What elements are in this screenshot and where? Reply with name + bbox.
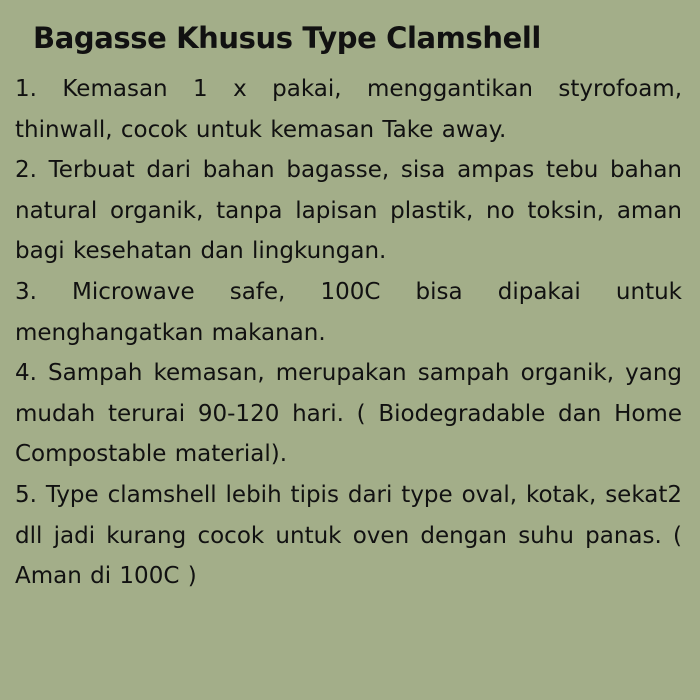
feature-item-3: 3. Microwave safe, 100C bisa dipakai untuk menghangatkan makanan. xyxy=(15,278,682,346)
product-title: Bagasse Khusus Type Clamshell xyxy=(33,21,541,55)
feature-item-2: 2. Terbuat dari bahan bagasse, sisa ampas tebu bahan natural organik, tanpa lapisan plastik, no toksin, aman bagi kesehatan dan lingkungan. xyxy=(15,157,682,265)
feature-item-4: 4. Sampah kemasan, merupakan sampah organik, yang mudah terurai 90-120 hari. ( Biodegradable dan Home Compostable material). xyxy=(15,360,682,468)
feature-item-1: 1. Kemasan 1 x pakai, menggantikan styrofoam, thinwall, cocok untuk kemasan Take away. xyxy=(15,76,682,143)
feature-item-5: 5. Type clamshell lebih tipis dari type oval, kotak, sekat2 dll jadi kurang cocok untuk oven dengan suhu panas. ( Aman di 100C ) xyxy=(15,481,682,590)
product-features-list xyxy=(15,69,682,597)
